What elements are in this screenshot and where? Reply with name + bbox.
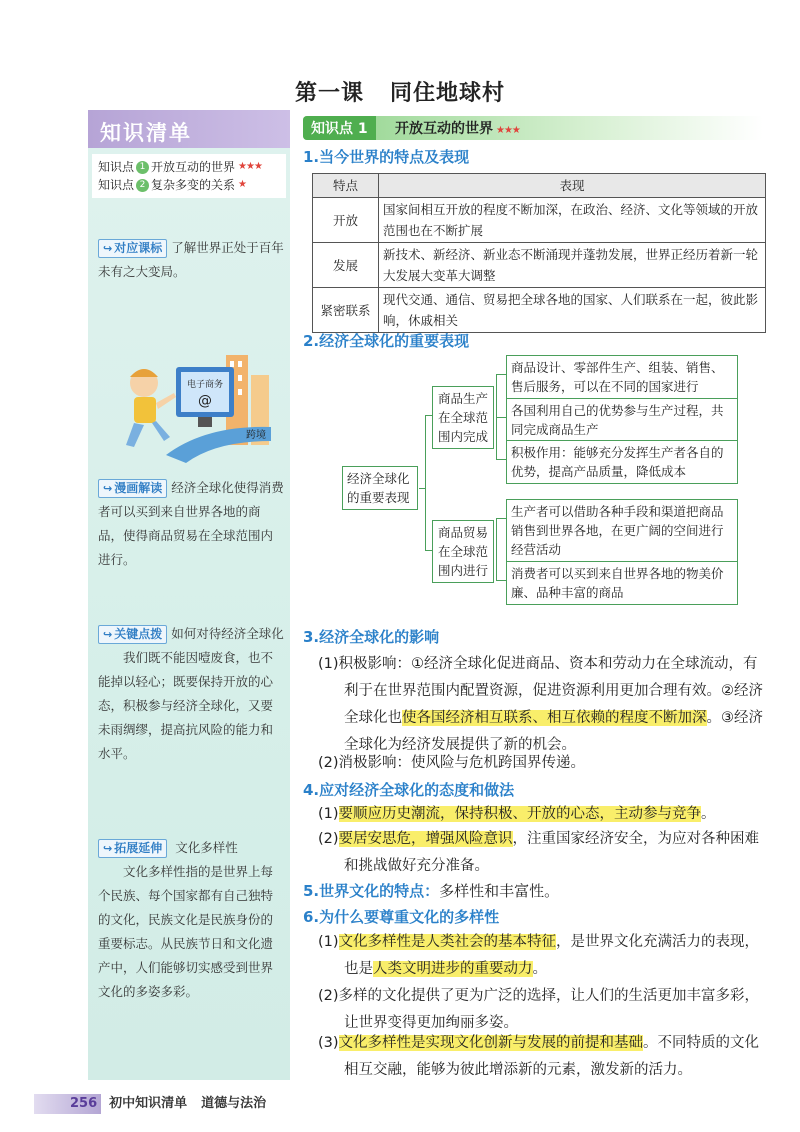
keypoint-text: 我们既不能因噎废食，也不能掉以轻心；既要保持开放的心态，积极参与经济全球化，又要未雨绸缪，提高抗风险的能力和水平。 xyxy=(98,650,274,761)
comic-block xyxy=(98,476,284,572)
para-text: ，注重国家经济安全，为应对各种困难和挑战做好充分准备。 xyxy=(344,831,760,874)
item-number: (3) xyxy=(318,1035,339,1051)
star-icon: ★★★ xyxy=(496,125,520,136)
sidebar xyxy=(88,110,290,1080)
connector-line xyxy=(425,550,432,551)
comic-tag: ↪ 漫画解读 xyxy=(98,479,167,498)
table-cell-feature: 紧密联系 xyxy=(313,288,379,333)
extension-topic: 文化多样性 xyxy=(175,840,238,855)
standard-text: 了解世界正处于百年未有之大变局。 xyxy=(98,240,284,279)
mindmap-branch-production: 商品生产在全球范围内完成 xyxy=(432,386,494,449)
table-cell-feature: 开放 xyxy=(313,198,379,243)
knowledge-point-header xyxy=(303,116,763,140)
section-4-item-2 xyxy=(318,826,768,880)
item-number: (1) xyxy=(318,806,339,822)
highlighted-text: 要顺应历史潮流，保持积极、开放的心态，主动参与竞争 xyxy=(338,806,702,822)
star-icon: ★ xyxy=(238,179,246,190)
toc-number-badge: 1 xyxy=(136,161,149,174)
keypoint-question: 如何对待经济全球化 xyxy=(171,626,284,641)
ecommerce-illustration xyxy=(106,345,276,465)
arrow-label: 跨境 xyxy=(246,430,266,441)
section-3-negative: (2)消极影响：使风险与危机跨国界传递。 xyxy=(318,755,586,771)
para-text: 。不同特质的文化相互交融，能够为彼此增添新的元素，激发新的活力。 xyxy=(344,1035,760,1078)
toc-prefix: 知识点 xyxy=(98,178,135,192)
section-6-item-3 xyxy=(318,1030,768,1084)
at-sign: @ xyxy=(198,393,212,409)
page-title xyxy=(0,76,800,107)
sidebar-toc xyxy=(92,154,286,198)
extension-text: 文化多样性指的是世界上每个民族、每个国家都有自己独特的文化，民族文化是民族身份的重要标志。从民族节日和文化遗产中，人们能够切实感受到世界文化的多姿多彩。 xyxy=(98,864,274,999)
para-text: 。 xyxy=(701,806,716,822)
toc-item xyxy=(98,176,280,194)
section-3-positive xyxy=(318,651,768,759)
highlighted-text: 文化多样性是人类社会的基本特征 xyxy=(338,934,557,950)
item-number: (2) xyxy=(318,831,339,847)
table-row xyxy=(313,243,766,288)
table-header: 表现 xyxy=(379,174,766,198)
keypoint-tag: ↪ 关键点拨 xyxy=(98,625,167,644)
toc-item xyxy=(98,158,280,176)
extension-block xyxy=(98,836,284,1004)
keypoint-block xyxy=(98,622,284,766)
section-5 xyxy=(303,880,559,901)
mindmap-leaf: 生产者可以借助各种手段和渠道把商品销售到世界各地，在更广阔的空间进行经营活动 xyxy=(506,499,738,562)
section-6-item-1 xyxy=(318,929,768,983)
para-text: ，是世界文化充满活力的表现，也是 xyxy=(344,934,760,977)
highlighted-text: 人类文明进步的重要动力 xyxy=(373,961,533,977)
connector-line xyxy=(496,417,506,418)
toc-prefix: 知识点 xyxy=(98,160,135,174)
toc-label: 开放互动的世界 xyxy=(151,160,236,174)
mindmap-leaf: 消费者可以买到来自世界各地的物美价廉、品种丰富的商品 xyxy=(506,561,738,605)
toc-number-badge: 2 xyxy=(136,179,149,192)
page-footer xyxy=(34,1092,266,1112)
lesson-title: 同住地球村 xyxy=(390,81,506,106)
para-text: (1)积极影响：①经济全球化促进商品、资本和劳动力在全球流动，有利于在世界范围内配置资源，促进资源利用更加合理有效。②经济全球化也 xyxy=(318,656,763,726)
section-6-item-2: (2)多样的文化提供了更为广泛的选择，让人们的生活更加丰富多彩，让世界变得更加绚丽多姿。 xyxy=(318,988,760,1031)
section-4-heading: 4.应对经济全球化的态度和做法 xyxy=(303,781,515,799)
item-number: (1) xyxy=(318,934,339,950)
connector-line xyxy=(496,518,497,580)
table-cell-detail: 现代交通、通信、贸易把全球各地的国家、人们联系在一起，彼此影响，休戚相关 xyxy=(379,288,766,333)
connector-line xyxy=(496,580,506,581)
connector-line xyxy=(496,518,506,519)
table-header: 特点 xyxy=(313,174,379,198)
mindmap-leaf: 积极作用：能够充分发挥生产者各自的优势，提高产品质量，降低成本 xyxy=(506,440,738,484)
star-icon: ★★★ xyxy=(238,161,262,172)
table-cell-detail: 国家间相互开放的程度不断加深，在政治、经济、文化等领域的开放范围也在不断扩展 xyxy=(379,198,766,243)
sidebar-header: 知识清单 xyxy=(88,110,290,148)
table-cell-feature: 发展 xyxy=(313,243,379,288)
lesson-number: 第一课 xyxy=(294,81,364,106)
table-header-row xyxy=(313,174,766,198)
features-table xyxy=(312,173,766,333)
mindmap-root: 经济全球化的重要表现 xyxy=(342,466,418,510)
para-text: 。③经济全球化为经济发展提供了新的机会。 xyxy=(344,710,763,753)
knowledge-point-title xyxy=(395,118,520,138)
book-title: 初中知识清单 xyxy=(109,1096,188,1111)
table-row xyxy=(313,198,766,243)
page-number: 256 xyxy=(34,1094,101,1114)
screen-text: 电子商务 xyxy=(186,380,224,390)
extension-tag: ↪ 拓展延伸 xyxy=(98,839,167,858)
section-1-heading: 1.当今世界的特点及表现 xyxy=(303,148,470,166)
section-5-heading: 5.世界文化的特点： xyxy=(303,882,440,900)
connector-line xyxy=(496,374,506,375)
knowledge-point-label: 知识点 1 xyxy=(303,116,376,140)
standard-block xyxy=(98,236,284,284)
section-5-text: 多样性和丰富性。 xyxy=(439,882,560,900)
connector-line xyxy=(496,459,506,460)
toc-label: 复杂多变的关系 xyxy=(151,178,236,192)
section-4-item-1 xyxy=(318,801,768,828)
highlighted-text: 文化多样性是实现文化创新与发展的前提和基础 xyxy=(338,1035,644,1051)
subject-name: 道德与法治 xyxy=(201,1096,267,1111)
mindmap-leaf: 商品设计、零部件生产、组装、销售、售后服务，可以在不同的国家进行 xyxy=(506,355,738,399)
comic-text: 经济全球化使得消费者可以买到来自世界各地的商品，使得商品贸易在全球范围内进行。 xyxy=(98,480,284,567)
mindmap-leaf: 各国利用自己的优势参与生产过程，共同完成商品生产 xyxy=(506,398,738,442)
table-row xyxy=(313,288,766,333)
connector-line xyxy=(425,415,426,550)
para-text: 。 xyxy=(532,961,547,977)
connector-line xyxy=(425,415,432,416)
mindmap-branch-trade: 商品贸易在全球范围内进行 xyxy=(432,520,494,583)
section-6-heading: 6.为什么要尊重文化的多样性 xyxy=(303,908,500,926)
standard-tag: ↪ 对应课标 xyxy=(98,239,167,258)
highlighted-text: 使各国经济相互联系、相互依赖的程度不断加深 xyxy=(402,710,707,726)
section-2-heading: 2.经济全球化的重要表现 xyxy=(303,332,470,350)
table-cell-detail: 新技术、新经济、新业态不断涌现并蓬勃发展，世界正经历着新一轮大发展大变革大调整 xyxy=(379,243,766,288)
highlighted-text: 要居安思危，增强风险意识 xyxy=(338,831,513,847)
knowledge-point-title-text: 开放互动的世界 xyxy=(395,121,493,137)
section-3-heading: 3.经济全球化的影响 xyxy=(303,628,440,646)
